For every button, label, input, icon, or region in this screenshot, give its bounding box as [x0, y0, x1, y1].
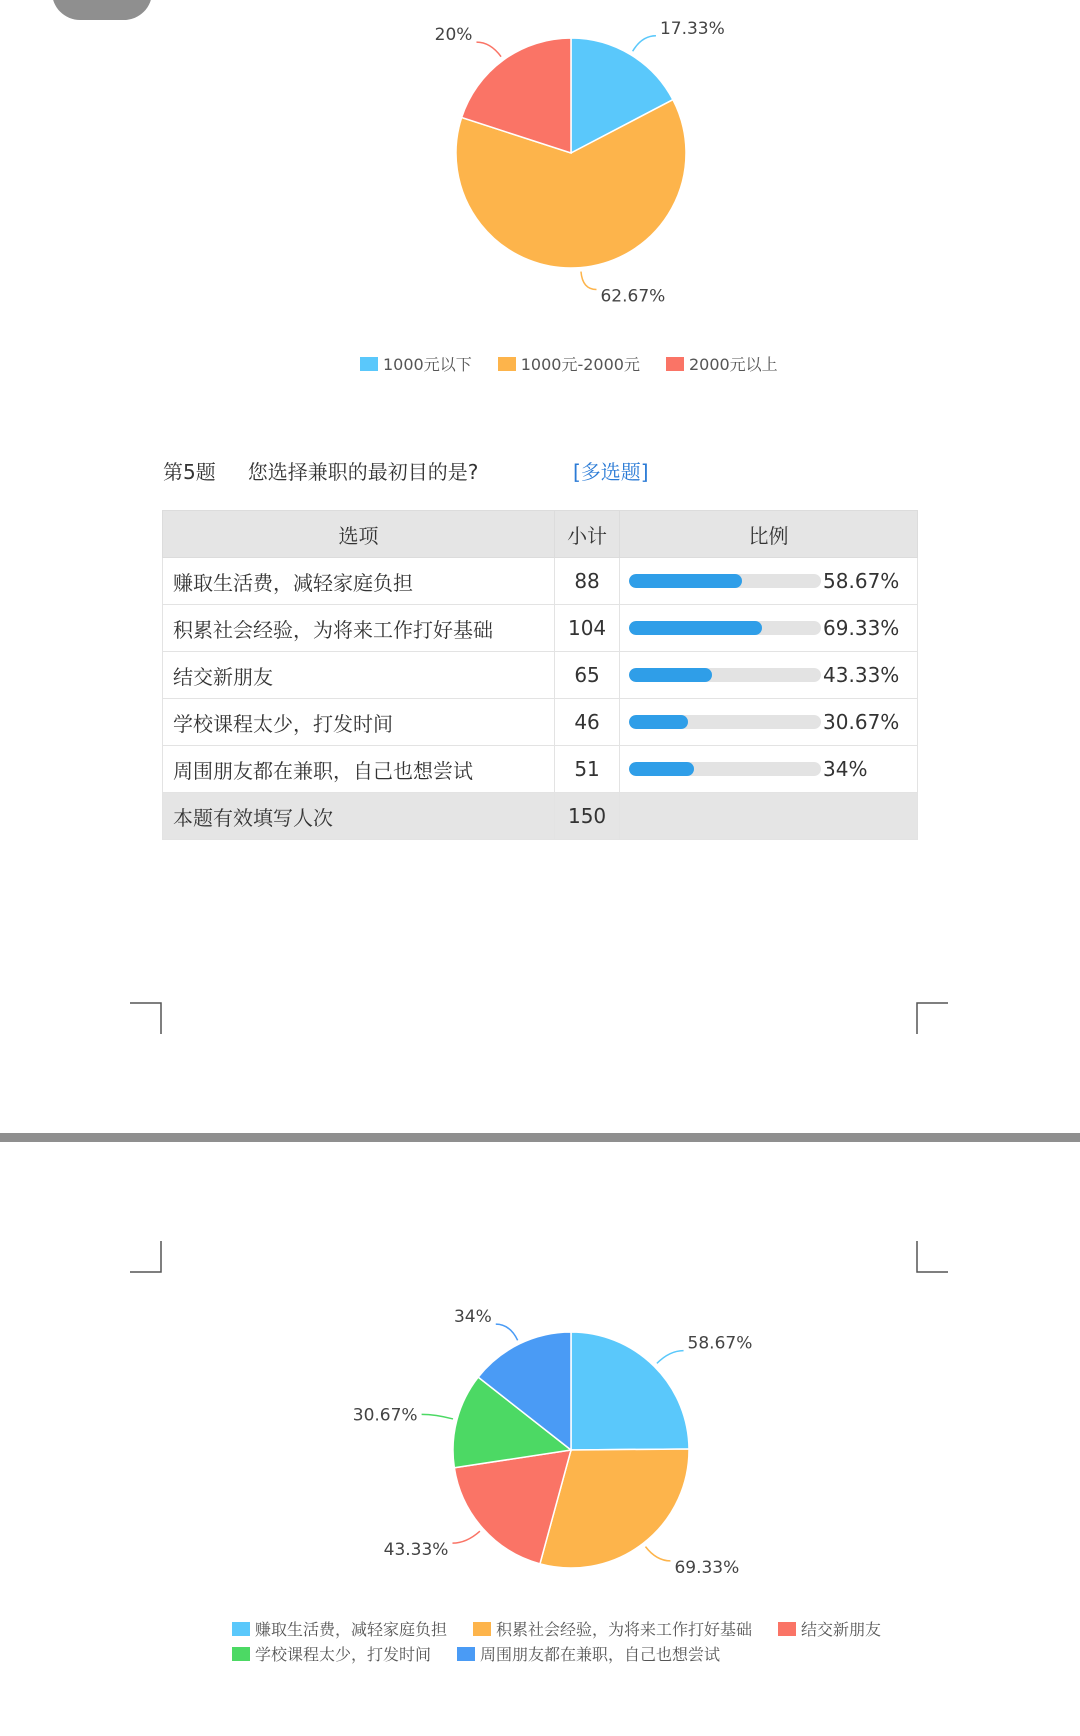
page-corner-mark — [130, 1241, 162, 1273]
pie-value-label: 17.33% — [659, 18, 725, 39]
table-row — [163, 699, 918, 746]
legend-label: 1000元-2000元 — [520, 355, 640, 374]
ratio-bar-track — [629, 621, 821, 635]
ratio-percent: 43.33% — [823, 663, 900, 687]
pie-value-label: 30.67% — [352, 1405, 418, 1426]
row-count: 104 — [555, 605, 620, 652]
ratio-bar-fill — [629, 574, 742, 588]
total-label: 本题有效填写人次 — [163, 793, 555, 840]
page-corner-mark — [916, 1002, 948, 1034]
row-ratio — [620, 746, 918, 793]
ratio-percent: 30.67% — [823, 710, 900, 734]
pie-value-label: 58.67% — [687, 1333, 753, 1354]
legend-item[interactable] — [498, 352, 640, 375]
legend-item[interactable] — [360, 352, 472, 375]
legend-label: 1000元以下 — [383, 355, 472, 374]
pie-label-leader — [476, 42, 501, 57]
ratio-bar-fill — [629, 715, 688, 729]
legend-swatch — [666, 357, 684, 371]
pie-value-label: 43.33% — [383, 1540, 449, 1561]
table-row — [163, 652, 918, 699]
question-number: 第5题 — [163, 460, 216, 484]
legend-item[interactable] — [778, 1617, 881, 1640]
row-count: 46 — [555, 699, 620, 746]
ratio-bar-track — [629, 668, 821, 682]
ratio-percent: 58.67% — [823, 569, 900, 593]
pie-value-label: 62.67% — [600, 286, 666, 307]
legend-item[interactable] — [473, 1617, 752, 1640]
pie-label-leader — [633, 36, 656, 51]
legend-swatch — [360, 357, 378, 371]
row-ratio — [620, 558, 918, 605]
pie-chart-purpose — [0, 1280, 1080, 1600]
table-row — [163, 605, 918, 652]
legend-swatch — [232, 1622, 250, 1636]
ratio-bar-fill — [629, 762, 694, 776]
legend-label: 周围朋友都在兼职，自己也想尝试 — [480, 1645, 721, 1664]
pie-legend-income — [360, 352, 804, 375]
legend-label: 2000元以上 — [688, 355, 778, 374]
legend-swatch — [457, 1647, 475, 1661]
result-table — [162, 510, 918, 840]
table-header-row — [163, 511, 918, 558]
pie-value-label: 20% — [434, 25, 473, 46]
table-row — [163, 746, 918, 793]
legend-label: 赚取生活费，减轻家庭负担 — [255, 1620, 448, 1639]
row-option: 学校课程太少，打发时间 — [163, 699, 555, 746]
ratio-bar-fill — [629, 668, 712, 682]
legend-swatch — [473, 1622, 491, 1636]
ratio-bar-track — [629, 574, 821, 588]
question-title — [163, 456, 649, 485]
pie-legend-purpose — [232, 1617, 952, 1665]
pie-label-leader — [496, 1324, 518, 1340]
header-count: 小计 — [555, 511, 620, 558]
legend-swatch — [778, 1622, 796, 1636]
row-option: 赚取生活费，减轻家庭负担 — [163, 558, 555, 605]
pie-label-leader — [657, 1351, 684, 1364]
ratio-percent: 34% — [823, 757, 868, 781]
legend-item[interactable] — [232, 1617, 447, 1640]
pie-slice — [571, 1332, 689, 1450]
row-option: 结交新朋友 — [163, 652, 555, 699]
row-option: 周围朋友都在兼职，自己也想尝试 — [163, 746, 555, 793]
header-ratio: 比例 — [620, 511, 918, 558]
row-count: 65 — [555, 652, 620, 699]
pie-chart-income — [0, 0, 1080, 340]
pie-label-leader — [581, 272, 597, 290]
page-divider — [0, 1133, 1080, 1142]
table-row — [163, 558, 918, 605]
total-count: 150 — [555, 793, 620, 840]
row-ratio — [620, 605, 918, 652]
question-type-link[interactable]: [多选题] — [573, 460, 649, 484]
ratio-bar-fill — [629, 621, 762, 635]
question-text: 您选择兼职的最初目的是? — [247, 460, 479, 484]
pie-label-leader — [452, 1531, 479, 1543]
ratio-bar-track — [629, 762, 821, 776]
legend-label: 结交新朋友 — [801, 1620, 882, 1639]
pie-label-leader — [645, 1547, 670, 1561]
legend-item[interactable] — [457, 1642, 720, 1665]
row-count: 51 — [555, 746, 620, 793]
page-corner-mark — [130, 1002, 162, 1034]
legend-label: 学校课程太少，打发时间 — [255, 1645, 432, 1664]
total-empty — [620, 793, 918, 840]
row-option: 积累社会经验，为将来工作打好基础 — [163, 605, 555, 652]
row-ratio — [620, 652, 918, 699]
row-ratio — [620, 699, 918, 746]
header-option: 选项 — [163, 511, 555, 558]
pie-value-label: 69.33% — [674, 1557, 740, 1578]
legend-item[interactable] — [232, 1642, 431, 1665]
legend-swatch — [498, 357, 516, 371]
ratio-percent: 69.33% — [823, 616, 900, 640]
legend-item[interactable] — [666, 352, 778, 375]
pie-label-leader — [422, 1414, 453, 1419]
table-total-row — [163, 793, 918, 840]
legend-label: 积累社会经验，为将来工作打好基础 — [496, 1620, 753, 1639]
ratio-bar-track — [629, 715, 821, 729]
page-corner-mark — [916, 1241, 948, 1273]
pie-value-label: 34% — [453, 1307, 492, 1328]
legend-swatch — [232, 1647, 250, 1661]
row-count: 88 — [555, 558, 620, 605]
